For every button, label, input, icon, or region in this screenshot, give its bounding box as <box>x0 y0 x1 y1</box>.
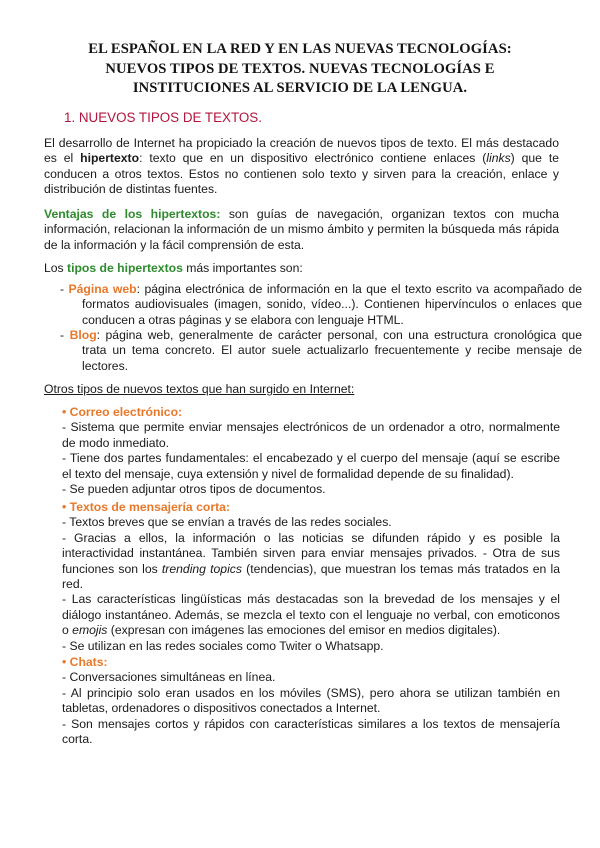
correo-line-2: - Tiene dos partes fundamentales: el encabezado y el cuerpo del mensaje (aquí se escribe el texto del mensaje, cuya extensión y nivel de formalidad depende de su finalidad). <box>62 451 560 481</box>
mensajeria-line-3 <box>62 592 560 638</box>
chats-line-3: - Son mensajes cortos y rápidos con características similares a los textos de mensajería corta. <box>62 716 560 747</box>
chats-line-2: - Al principio solo eran usados en los móviles (SMS), pero ahora se utilizan también en tabletas, ordenadores o dispositivos conectados a Internet. <box>62 685 560 716</box>
intro-text-b: : texto que en un dispositivo electrónico contiene enlaces ( <box>139 151 487 166</box>
pagina-web-text: : página electrónica de información en la que el texto escrito va acompañado de formatos audiovisuales (imagen, sonido, vídeo...). Contienen hipervínculos o enlaces que conducen a otras páginas y se elabora con lenguaje HTML. <box>82 282 582 327</box>
section-heading: 1. NUEVOS TIPOS DE TEXTOS. <box>64 110 262 125</box>
chats-section <box>62 655 560 747</box>
list-item-pagina-web <box>60 282 582 328</box>
intro-text-a: El desarrollo de Internet ha propiciado la creación de nuevos tipos de texto. El más destacado es el <box>44 136 559 166</box>
blog-label: Blog <box>69 328 97 342</box>
tipos-label: tipos de hipertextos <box>67 261 183 275</box>
title-line-2: NUEVOS TIPOS DE TEXTOS. NUEVAS TECNOLOGÍAS E <box>105 60 495 77</box>
dash: - <box>60 328 70 342</box>
mensajeria-l3-b: (expresan con imágenes las emociones del emisor en medios digitales). <box>107 623 501 638</box>
pagina-web-label: Página web <box>68 282 137 296</box>
ventajas-paragraph <box>44 207 559 253</box>
list-item-blog <box>60 328 582 374</box>
tipos-paragraph <box>44 261 559 276</box>
emojis-term: emojis <box>72 623 108 638</box>
tipos-text-b: más importantes son: <box>182 261 303 275</box>
blog-text: : página web, generalmente de carácter personal, con una estructura cronológica que trata un tema concreto. El autor suele actualizarlo frecuentemente y recibe mensaje de lectores. <box>82 328 582 373</box>
dash: - <box>60 282 69 296</box>
correo-section <box>62 405 560 497</box>
mensajeria-l2-a: - Gracias a ellos, la información o las noticias se difunden rápido y es posible la interactividad instantánea. También sirven para enviar mensajes privados. - Otra de sus funciones son los <box>62 530 560 576</box>
chats-line-1: - Conversaciones simultáneas en línea. <box>62 670 276 685</box>
correo-label: • Correo electrónico: <box>62 405 183 419</box>
ventajas-label: Ventajas de los hipertextos: <box>44 207 221 221</box>
mensajeria-label: • Textos de mensajería corta: <box>62 500 230 514</box>
mensajeria-section <box>62 500 560 654</box>
mensajeria-l2-b: (tendencias), que muestran los temas más tratados en la red. <box>62 561 560 592</box>
title-line-1: EL ESPAÑOL EN LA RED Y EN LAS NUEVAS TECNOLOGÍAS: <box>88 41 512 57</box>
intro-paragraph <box>44 136 559 198</box>
mensajeria-line-1: - Textos breves que se envían a través de las redes sociales. <box>62 515 392 530</box>
document-title <box>40 40 560 99</box>
mensajeria-line-4: - Se utilizan en las redes sociales como Twiter o Whatsapp. <box>62 638 384 653</box>
mensajeria-l3-a: - Las características lingüísticas más destacadas son la brevedad de los mensajes y el diálogo instantáneo. Además, se mezcla el texto con el lenguaje no verbal, con emoticonos o <box>62 592 560 638</box>
title-line-3: INSTITUCIONES AL SERVICIO DE LA LENGUA. <box>132 80 468 96</box>
intro-text-c: ) que te conducen a otros textos. Estos no contienen solo texto y sirven para la creación, enlace y distribución de distintas fuentes. <box>44 151 559 197</box>
ventajas-text: son guías de navegación, organizan textos con mucha información, relacionan la información de un mismo ámbito y permiten la búsqueda más rápida de la información y la fácil comprensión de esta. <box>44 207 559 252</box>
links-term: links <box>486 151 511 166</box>
mensajeria-line-2 <box>62 531 560 593</box>
hipertexto-term: hipertexto <box>80 151 140 166</box>
trending-topics-term: trending topics <box>161 561 242 576</box>
tipos-text-a: Los <box>44 261 68 275</box>
chats-label: • Chats: <box>62 655 108 669</box>
correo-line-1: - Sistema que permite enviar mensajes electrónicos de un ordenador a otro, normalmente de modo inmediato. <box>62 420 560 450</box>
otros-heading: Otros tipos de nuevos textos que han surgido en Internet: <box>44 382 355 396</box>
correo-line-3: - Se pueden adjuntar otros tipos de documentos. <box>62 482 326 497</box>
